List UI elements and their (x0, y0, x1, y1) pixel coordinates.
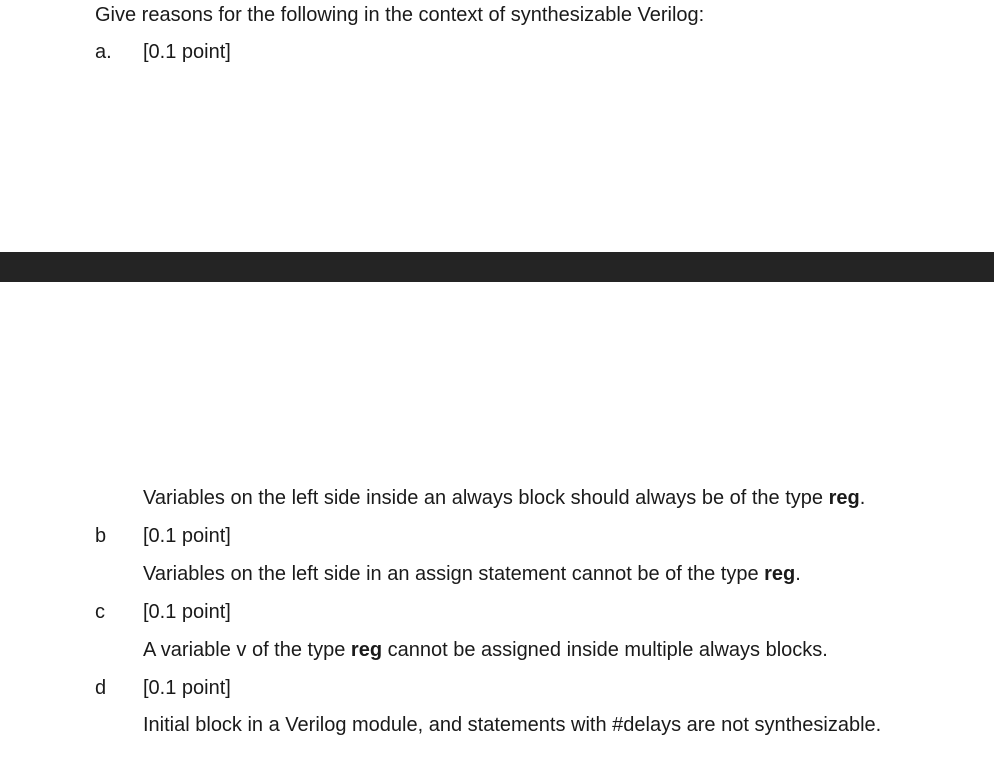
item-c-statement (143, 637, 828, 663)
item-a-points: [0.1 point] (143, 41, 231, 63)
item-d-points: [0.1 point] (143, 677, 231, 699)
item-b-points: [0.1 point] (143, 525, 231, 547)
item-d-statement-text: Initial block in a Verilog module, and statements with #delays are not synthesizable. (143, 714, 882, 736)
item-d-label: d (95, 677, 107, 699)
item-b-statement-text: Variables on the left side in an assign statement cannot be of the type (143, 563, 765, 585)
item-a-statement-text: Variables on the left side inside an always block should always be of the type (143, 487, 829, 509)
redaction-bar (0, 252, 994, 282)
item-c-statement-end: cannot be assigned inside multiple always blocks. (382, 639, 828, 661)
item-a-statement (143, 485, 865, 511)
item-a-statement-end: . (859, 487, 866, 509)
item-b-statement-end: . (795, 563, 801, 585)
item-c-points: [0.1 point] (143, 601, 231, 623)
item-b-keyword: reg (764, 563, 796, 585)
item-b-label: b (95, 525, 107, 547)
item-a-label: a. (95, 41, 112, 63)
item-c-statement-text: A variable v of the type (143, 639, 351, 661)
item-c-keyword: reg (350, 639, 383, 661)
item-b-statement (143, 561, 801, 587)
item-d-statement (143, 712, 881, 738)
item-c-label: c (95, 601, 105, 623)
item-a-keyword: reg (828, 487, 860, 509)
question-intro: Give reasons for the following in the context of synthesizable Verilog: (95, 4, 705, 26)
